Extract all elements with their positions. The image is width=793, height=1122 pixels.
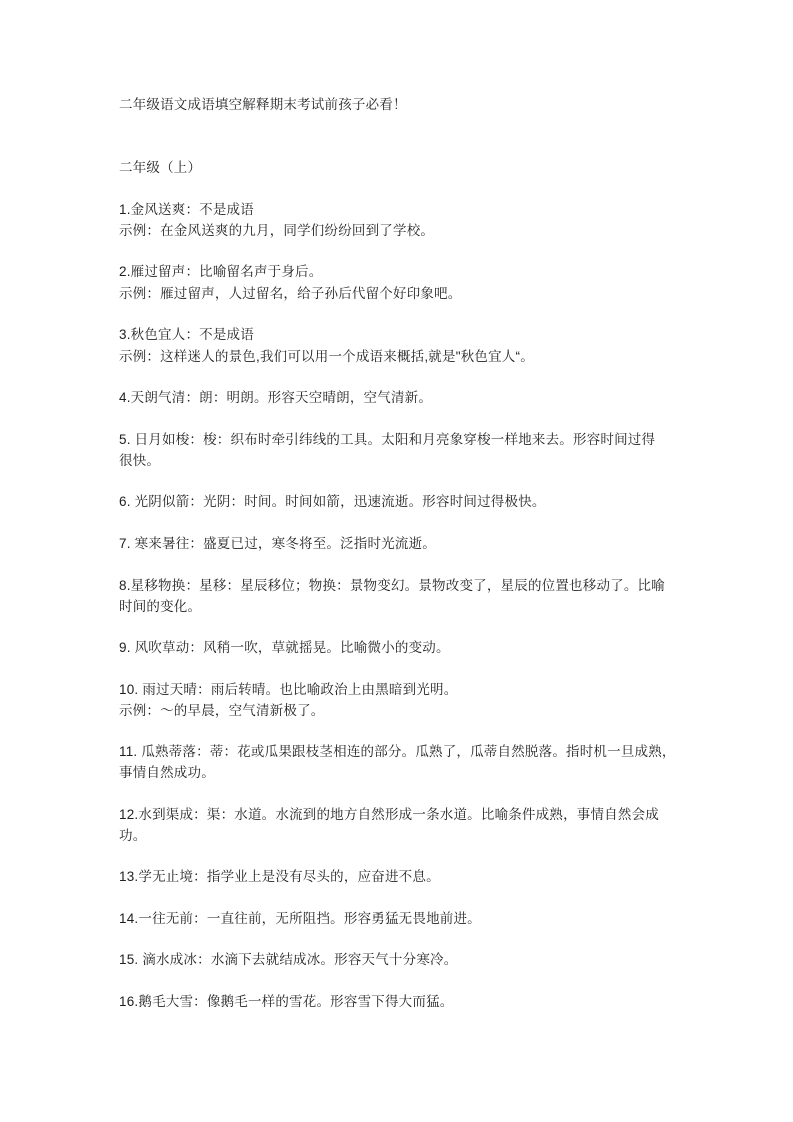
entry-1-definition: 1.金风送爽：不是成语 bbox=[119, 202, 254, 217]
entry-10-definition: 10. 雨过天晴：雨后转晴。也比喻政治上由黑暗到光明。 bbox=[119, 682, 458, 697]
entry-11-definition-cont: 事情自然成功。 bbox=[119, 765, 215, 780]
entry-2-example: 示例：雁过留声，人过留名，给子孙后代留个好印象吧。 bbox=[119, 286, 462, 301]
document-title: 二年级语文成语填空解释期末考试前孩子必看！ bbox=[119, 97, 407, 112]
entry-6-definition: 6. 光阴似箭：光阴：时间。时间如箭，迅速流逝。形容时间过得极快。 bbox=[119, 494, 546, 509]
entry-13-definition: 13.学无止境：指学业上是没有尽头的，应奋进不息。 bbox=[119, 869, 440, 884]
entry-8-definition-cont: 时间的变化。 bbox=[119, 599, 202, 614]
entry-9-definition: 9. 风吹草动：风稍一吹，草就摇晃。比喻微小的变动。 bbox=[119, 640, 450, 655]
entry-2-definition: 2.雁过留声：比喻留名声于身后。 bbox=[119, 264, 323, 279]
entry-11-definition: 11. 瓜熟蒂落：蒂：花或瓜果跟枝茎相连的部分。瓜熟了，瓜蒂自然脱落。指时机一旦成熟， bbox=[119, 744, 676, 759]
entry-12-definition: 12.水到渠成：渠：水道。水流到的地方自然形成一条水道。比喻条件成熟，事情自然会成 bbox=[119, 807, 659, 822]
entry-1-example: 示例：在金风送爽的九月，同学们纷纷回到了学校。 bbox=[119, 223, 435, 238]
entry-8-definition: 8.星移物换：星移：星辰移位；物换：景物变幻。景物改变了，星辰的位置也移动了。比喻 bbox=[119, 578, 665, 593]
entry-15-definition: 15. 滴水成冰：水滴下去就结成冰。形容天气十分寒冷。 bbox=[119, 952, 458, 967]
entry-5-definition: 5. 日月如梭：梭：织布时牵引纬线的工具。太阳和月亮象穿梭一样地来去。形容时间过得 bbox=[119, 432, 656, 447]
section-heading: 二年级（上） bbox=[119, 160, 202, 175]
entry-3-definition: 3.秋色宜人：不是成语 bbox=[119, 327, 254, 342]
entry-4-definition: 4.天朗气清：朗：明朗。形容天空晴朗，空气清新。 bbox=[119, 390, 433, 405]
entry-3-example: 示例：这样迷人的景色,我们可以用一个成语来概括,就是"秋色宜人“。 bbox=[119, 349, 534, 364]
entry-5-definition-cont: 很快。 bbox=[119, 453, 161, 468]
entry-14-definition: 14.一往无前：一直往前，无所阻挡。形容勇猛无畏地前进。 bbox=[119, 911, 481, 926]
entry-10-example: 示例：～的早晨，空气清新极了。 bbox=[119, 703, 325, 718]
entry-16-definition: 16.鹅毛大雪：像鹅毛一样的雪花。形容雪下得大而猛。 bbox=[119, 994, 454, 1009]
entry-12-definition-cont: 功。 bbox=[119, 828, 147, 843]
entry-7-definition: 7. 寒来暑往：盛夏已过，寒冬将至。泛指时光流逝。 bbox=[119, 536, 437, 551]
